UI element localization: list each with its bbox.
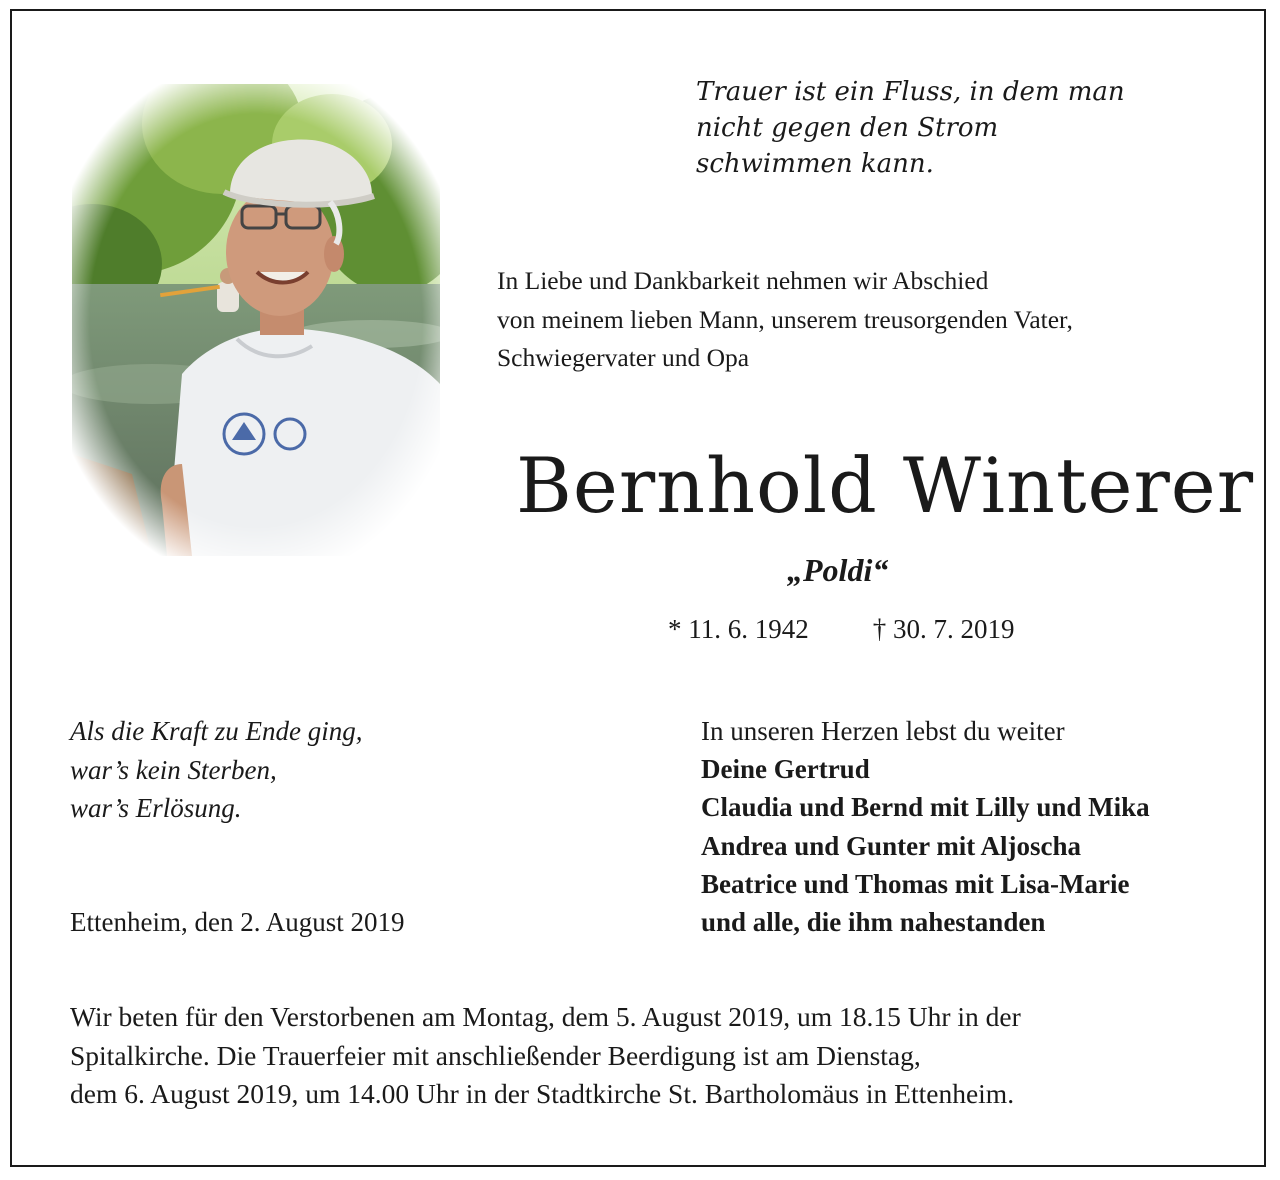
farewell-intro-line: In Liebe und Dankbarkeit nehmen wir Abschied xyxy=(497,266,989,295)
family-member: Claudia und Bernd mit Lilly und Mika xyxy=(701,792,1150,823)
service-announcement-line: Spitalkirche. Die Trauerfeier mit anschließender Beerdigung ist am Dienstag, xyxy=(70,1039,921,1071)
service-announcement xyxy=(70,998,1021,1114)
family-member: Beatrice und Thomas mit Lisa-Marie xyxy=(701,868,1130,899)
portrait-photo xyxy=(72,84,440,556)
closing-poem-line: war’s Erlösung. xyxy=(70,793,242,823)
service-announcement-line: dem 6. August 2019, um 14.00 Uhr in der Stadtkirche St. Bartholomäus in Ettenheim. xyxy=(70,1078,1015,1109)
family-member: Deine Gertrud xyxy=(701,754,870,785)
deceased-nickname: „Poldi“ xyxy=(787,552,889,588)
opening-quote-line: nicht gegen den Strom xyxy=(696,113,999,143)
closing-poem-line: war’s kein Sterben, xyxy=(70,754,277,785)
closing-poem-line: Als die Kraft zu Ende ging, xyxy=(70,716,363,746)
farewell-intro-line: Schwiegervater und Opa xyxy=(497,343,750,372)
opening-quote xyxy=(696,74,1125,182)
service-announcement-line: Wir beten für den Verstorbenen am Montag, dem 5. August 2019, um 18.15 Uhr in der xyxy=(70,1001,1021,1032)
opening-quote-line: schwimmen kann. xyxy=(696,149,934,179)
place-and-date: Ettenheim, den 2. August 2019 xyxy=(70,907,405,937)
family-intro: In unseren Herzen lebst du weiter xyxy=(701,716,1065,746)
farewell-intro-line: von meinem lieben Mann, unserem treusorgenden Vater, xyxy=(497,304,1073,334)
death-date: † 30. 7. 2019 xyxy=(872,614,1015,644)
family-signatures xyxy=(701,712,1150,941)
closing-poem xyxy=(70,712,363,828)
family-member: Andrea und Gunter mit Aljoscha xyxy=(701,830,1082,861)
family-member: und alle, die ihm nahestanden xyxy=(701,907,1046,938)
birth-date: * 11. 6. 1942 xyxy=(668,614,809,644)
opening-quote-line: Trauer ist ein Fluss, in dem man xyxy=(696,77,1125,107)
farewell-intro xyxy=(497,262,1073,378)
life-dates xyxy=(668,610,1015,648)
deceased-name: Bernhold Winterer xyxy=(516,441,1255,530)
